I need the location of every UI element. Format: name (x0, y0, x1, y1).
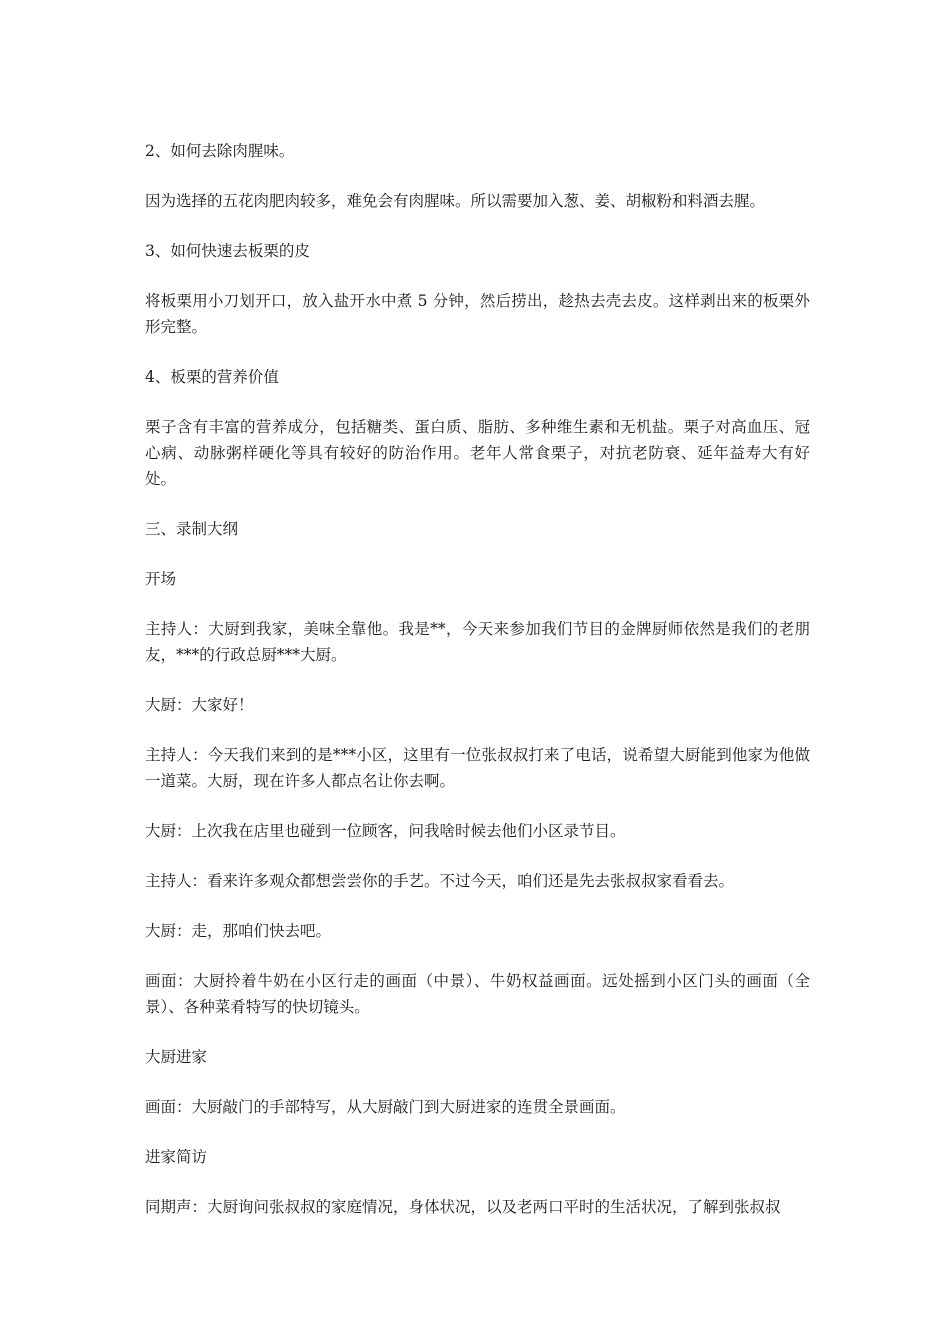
subheading-opening: 开场 (145, 570, 177, 588)
dialogue-host-community: 主持人：今天我们来到的是***小区，这里有一位张叔叔打来了电话，说希望大厨能到他家为他做一道菜。大厨，现在许多人都点名让你去啊。 (145, 746, 810, 790)
paragraph-peel-chestnut: 将板栗用小刀划开口，放入盐开水中煮 5 分钟，然后捞出，趁热去壳去皮。这样剥出来的板栗外形完整。 (145, 292, 810, 336)
paragraph-remove-odor: 因为选择的五花肉肥肉较多，难免会有肉腥味。所以需要加入葱、姜、胡椒粉和料酒去腥。 (145, 192, 766, 210)
subheading-chef-enters: 大厨进家 (145, 1048, 208, 1066)
section-heading-recording-outline: 三、录制大纲 (145, 520, 239, 538)
section-heading-chestnut-nutrition: 4、板栗的营养价值 (145, 368, 279, 386)
paragraph-sync-sound: 同期声：大厨询问张叔叔的家庭情况，身体状况，以及老两口平时的生活状况，了解到张叔叔 (145, 1198, 781, 1216)
dialogue-chef-greeting: 大厨：大家好！ (145, 696, 254, 714)
dialogue-host-visit: 主持人：看来许多观众都想尝尝你的手艺。不过今天，咱们还是先去张叔叔家看看去。 (145, 872, 735, 890)
scene-description-walk: 画面：大厨拎着牛奶在小区行走的画面（中景）、牛奶权益画面。远处摇到小区门头的画面（全景）、各种菜肴特写的快切镜头。 (145, 972, 810, 1016)
document-body (145, 138, 810, 1244)
section-heading-remove-odor: 2、如何去除肉腥味。 (145, 142, 295, 160)
dialogue-chef-customer: 大厨：上次我在店里也碰到一位顾客，问我啥时候去他们小区录节目。 (145, 822, 626, 840)
dialogue-chef-go: 大厨：走，那咱们快去吧。 (145, 922, 332, 940)
paragraph-chestnut-nutrition: 栗子含有丰富的营养成分，包括糖类、蛋白质、脂肪、多种维生素和无机盐。栗子对高血压、冠心病、动脉粥样硬化等具有较好的防治作用。老年人常食栗子，对抗老防衰、延年益寿大有好处。 (145, 418, 810, 488)
subheading-home-interview: 进家简访 (145, 1148, 208, 1166)
dialogue-host-intro: 主持人：大厨到我家，美味全靠他。我是**，今天来参加我们节目的金牌厨师依然是我们的老朋友，***的行政总厨***大厨。 (145, 620, 810, 664)
section-heading-peel-chestnut: 3、如何快速去板栗的皮 (145, 242, 310, 260)
scene-description-knock: 画面：大厨敲门的手部特写，从大厨敲门到大厨进家的连贯全景画面。 (145, 1098, 626, 1116)
